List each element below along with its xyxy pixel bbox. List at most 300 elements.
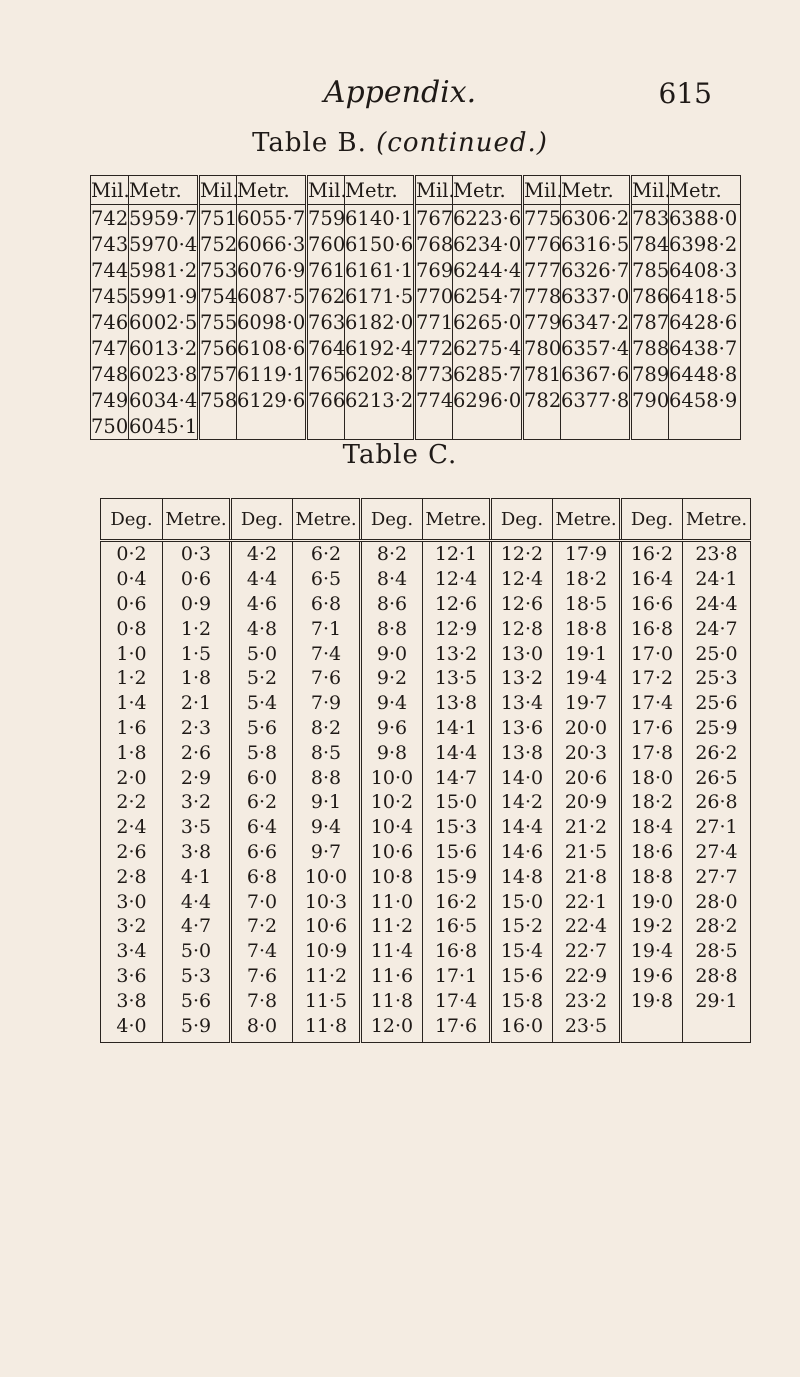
- table-c-cell: 9·1: [293, 790, 361, 815]
- table-b-cell: 750: [91, 414, 129, 438]
- table-b-cell: 779: [524, 310, 562, 334]
- table-c-cell: 27·1: [683, 815, 751, 840]
- table-c-cell: 10·0: [293, 864, 361, 889]
- table-c-cell: 6·5: [293, 567, 361, 592]
- table-c-cell: 7·4: [293, 641, 361, 666]
- table-c-cell: 20·6: [553, 765, 621, 790]
- table-c-cell: 16·6: [621, 592, 683, 617]
- table-c-row: [101, 716, 751, 741]
- table-c-cell: 11·8: [293, 1013, 361, 1042]
- table-b-cell: [453, 413, 523, 440]
- table-c-cell: 10·8: [361, 864, 423, 889]
- table-c-cell: 25·6: [683, 691, 751, 716]
- table-c-cell: 19·6: [621, 964, 683, 989]
- table-c-cell: 4·7: [163, 914, 231, 939]
- table-b-cell: 769: [416, 258, 454, 282]
- table-c-cell: 11·0: [361, 889, 423, 914]
- table-c-cell: 9·6: [361, 716, 423, 741]
- table-b-cell: 5981·2: [129, 258, 198, 282]
- table-c-cell: 8·2: [361, 541, 423, 567]
- table-b-column-header: Metr.: [129, 176, 199, 205]
- table-c-cell: 6·2: [293, 541, 361, 567]
- table-c-cell: 13·8: [491, 740, 553, 765]
- table-b-cell: 6285·7: [453, 362, 522, 386]
- table-c-cell: 11·5: [293, 988, 361, 1013]
- table-c-cell: 17·1: [423, 964, 491, 989]
- table-c-cell: 6·4: [231, 815, 293, 840]
- table-c-cell: 11·6: [361, 964, 423, 989]
- table-c-cell: 15·2: [491, 914, 553, 939]
- table-c-cell: 19·1: [553, 641, 621, 666]
- table-c-cell: 4·0: [101, 1013, 163, 1042]
- table-c-cell: 3·8: [163, 840, 231, 865]
- table-c-cell: 12·4: [491, 567, 553, 592]
- table-b-cell: 766: [308, 388, 346, 412]
- table-c-cell: 24·7: [683, 616, 751, 641]
- table-c-cell: 18·5: [553, 592, 621, 617]
- table-c-cell: 8·4: [361, 567, 423, 592]
- table-c-cell: 26·8: [683, 790, 751, 815]
- table-c-cell: 14·4: [423, 740, 491, 765]
- table-c-cell: 16·2: [423, 889, 491, 914]
- table-b-column-header: Metr.: [345, 176, 415, 205]
- table-b-cell: 789: [632, 362, 670, 386]
- table-c-cell: 3·8: [101, 988, 163, 1013]
- table-c-cell: 0·6: [101, 592, 163, 617]
- table-b-cell: 6087·5: [237, 284, 306, 308]
- table-b-cell: 6428·6: [669, 309, 741, 335]
- table-c-cell: 12·9: [423, 616, 491, 641]
- table-c-cell: 15·4: [491, 939, 553, 964]
- table-c-cell: 17·0: [621, 641, 683, 666]
- table-c-cell: 16·8: [621, 616, 683, 641]
- table-c-cell: 3·2: [101, 914, 163, 939]
- table-c-cell: 22·7: [553, 939, 621, 964]
- table-c-cell: 1·2: [101, 666, 163, 691]
- table-c-cell: 14·4: [491, 815, 553, 840]
- table-c-cell: 5·2: [231, 666, 293, 691]
- table-c-cell: 3·0: [101, 889, 163, 914]
- table-c-cell: 25·0: [683, 641, 751, 666]
- table-b-cell: 6119·1: [237, 362, 306, 386]
- table-b-cell: 776: [524, 232, 562, 256]
- table-b-cell: 748: [91, 362, 129, 386]
- table-c-cell: 0·6: [163, 567, 231, 592]
- table-c-row: [101, 1013, 751, 1042]
- table-c-header-row: [101, 499, 751, 541]
- table-b-cell: 6045·1: [129, 414, 198, 438]
- table-c-cell: 13·2: [423, 641, 491, 666]
- table-c-cell: 2·6: [163, 740, 231, 765]
- table-c-cell: 18·8: [621, 864, 683, 889]
- table-b-cell: 787: [632, 310, 670, 334]
- table-b-cell: 5970·4: [129, 232, 198, 256]
- table-b-cell: 785: [632, 258, 670, 282]
- table-c-cell: 5·0: [231, 641, 293, 666]
- page-number: 615: [658, 77, 712, 110]
- table-c-caption: [0, 440, 800, 470]
- table-c-cell: 3·2: [163, 790, 231, 815]
- table-c-row: [101, 616, 751, 641]
- table-b-cell: 790: [632, 388, 670, 412]
- table-c-cell: 10·0: [361, 765, 423, 790]
- table-c-cell: 6·8: [231, 864, 293, 889]
- table-b-cell: 6377·8: [561, 388, 630, 412]
- table-c-cell: 15·6: [423, 840, 491, 865]
- table-c-cell: 24·4: [683, 592, 751, 617]
- table-c-cell: 10·6: [293, 914, 361, 939]
- table-c-cell: 14·8: [491, 864, 553, 889]
- running-title: Appendix.: [323, 75, 477, 110]
- table-c-cell: 2·9: [163, 765, 231, 790]
- table-c-cell: 25·9: [683, 716, 751, 741]
- table-c-cell: 9·2: [361, 666, 423, 691]
- table-b-row: [91, 257, 741, 283]
- table-b-cell: [345, 413, 415, 440]
- table-c-cell: 7·9: [293, 691, 361, 716]
- table-c-cell: [683, 1013, 751, 1042]
- table-b-cell: 745: [91, 284, 129, 308]
- table-c-row: [101, 840, 751, 865]
- table-c-cell: 2·2: [101, 790, 163, 815]
- table-c-cell: 20·0: [553, 716, 621, 741]
- table-b-cell: 6388·0: [669, 205, 741, 232]
- table-c-cell: 18·2: [553, 567, 621, 592]
- table-c-cell: 13·5: [423, 666, 491, 691]
- table-b-cell: 753: [200, 258, 238, 282]
- table-b-cell: 6213·2: [345, 388, 414, 412]
- table-c-cell: 9·4: [293, 815, 361, 840]
- table-c-cell: 1·0: [101, 641, 163, 666]
- table-c-cell: 8·0: [231, 1013, 293, 1042]
- table-b-column-header: Mil.: [199, 176, 237, 205]
- table-b-cell: [523, 413, 561, 440]
- table-c-cell: 15·9: [423, 864, 491, 889]
- table-c-cell: 4·8: [231, 616, 293, 641]
- table-c-cell: 5·0: [163, 939, 231, 964]
- table-c-cell: 6·2: [231, 790, 293, 815]
- table-b-cell: 767: [416, 206, 454, 230]
- table-c-cell: 7·0: [231, 889, 293, 914]
- table-b-cell: 6182·0: [345, 310, 414, 334]
- table-c-cell: 16·0: [491, 1013, 553, 1042]
- table-c-cell: 18·4: [621, 815, 683, 840]
- table-b-cell: 6244·4: [453, 258, 522, 282]
- table-b-cell: [415, 413, 453, 440]
- table-b-column-header: Metr.: [453, 176, 523, 205]
- table-c-cell: 25·3: [683, 666, 751, 691]
- table-c-cell: 8·2: [293, 716, 361, 741]
- table-c-cell: 22·4: [553, 914, 621, 939]
- table-b-row: [91, 309, 741, 335]
- table-c-row: [101, 740, 751, 765]
- table-c-cell: 15·3: [423, 815, 491, 840]
- table-c-cell: 6·8: [293, 592, 361, 617]
- table-c-column-header: Deg.: [361, 499, 423, 541]
- table-b-row: [91, 335, 741, 361]
- table-b-cell: 6275·4: [453, 336, 522, 360]
- table-c-cell: 19·4: [621, 939, 683, 964]
- table-c-cell: 2·3: [163, 716, 231, 741]
- table-b-cell: 6347·2: [561, 310, 630, 334]
- table-c-cell: 12·4: [423, 567, 491, 592]
- table-b-column-header: Mil.: [91, 176, 129, 205]
- table-c-cell: 8·8: [293, 765, 361, 790]
- table-c-cell: 7·6: [293, 666, 361, 691]
- table-c-cell: 12·1: [423, 541, 491, 567]
- table-c-cell: 2·8: [101, 864, 163, 889]
- table-c-cell: 19·2: [621, 914, 683, 939]
- table-b-cell: [307, 413, 345, 440]
- table-b-cell: 6337·0: [561, 284, 630, 308]
- table-c-cell: 0·8: [101, 616, 163, 641]
- table-c-cell: 13·6: [491, 716, 553, 741]
- table-b-cell: 780: [524, 336, 562, 360]
- table-b-cell: 6055·7: [237, 206, 306, 230]
- table-b-cell: 6408·3: [669, 257, 741, 283]
- table-c-cell: 14·1: [423, 716, 491, 741]
- table-b-cell: 6034·4: [129, 388, 198, 412]
- table-b-cell: 758: [200, 388, 238, 412]
- table-b-cell: 775: [524, 206, 562, 230]
- table-b-column-header: Mil.: [523, 176, 561, 205]
- table-c-cell: 3·6: [101, 964, 163, 989]
- table-b-cell: 760: [308, 232, 346, 256]
- table-b-cell: 752: [200, 232, 238, 256]
- table-c-cell: 17·4: [423, 988, 491, 1013]
- table-c-cell: 3·5: [163, 815, 231, 840]
- table-c-cell: 4·6: [231, 592, 293, 617]
- table-c-row: [101, 790, 751, 815]
- table-c-cell: 19·7: [553, 691, 621, 716]
- table-c-cell: 1·8: [163, 666, 231, 691]
- table-b-cell: 6458·9: [669, 387, 741, 413]
- table-c-cell: 26·2: [683, 740, 751, 765]
- table-b-cell: 6161·1: [345, 258, 414, 282]
- table-c-cell: 9·7: [293, 840, 361, 865]
- table-c-cell: 23·5: [553, 1013, 621, 1042]
- table-b-cell: 778: [524, 284, 562, 308]
- table-c-cell: 12·8: [491, 616, 553, 641]
- table-c-cell: 4·1: [163, 864, 231, 889]
- table-c-cell: 28·0: [683, 889, 751, 914]
- table-c-cell: 9·8: [361, 740, 423, 765]
- table-c-cell: 7·8: [231, 988, 293, 1013]
- table-c-row: [101, 641, 751, 666]
- table-b-cell: 6098·0: [237, 310, 306, 334]
- table-c-cell: 11·2: [293, 964, 361, 989]
- table-c-cell: 18·6: [621, 840, 683, 865]
- table-c-cell: 15·0: [491, 889, 553, 914]
- table-c-cell: 4·4: [163, 889, 231, 914]
- table-c-cell: 13·0: [491, 641, 553, 666]
- table-b-column-header: Mil.: [631, 176, 669, 205]
- table-c-cell: 0·9: [163, 592, 231, 617]
- table-b-cell: 751: [200, 206, 238, 230]
- table-c-column-header: Metre.: [293, 499, 361, 541]
- table-c-cell: 14·2: [491, 790, 553, 815]
- table-c-cell: 19·0: [621, 889, 683, 914]
- table-c-cell: 23·8: [683, 541, 751, 567]
- table-b-cell: 6448·8: [669, 361, 741, 387]
- table-c-row: [101, 889, 751, 914]
- table-b-cell: [199, 413, 237, 440]
- table-b-cell: 777: [524, 258, 562, 282]
- table-c-cell: 0·3: [163, 541, 231, 567]
- table-c-cell: 28·8: [683, 964, 751, 989]
- table-c-cell: 5·6: [231, 716, 293, 741]
- table-b-cell: 742: [91, 206, 129, 230]
- table-b-cell: [237, 413, 307, 440]
- table-b-cell: 5959·7: [129, 206, 198, 230]
- page-header: [0, 75, 800, 115]
- table-c-cell: 9·0: [361, 641, 423, 666]
- table-b-cell: 761: [308, 258, 346, 282]
- table-b-column-header: Mil.: [307, 176, 345, 205]
- table-c-cell: 17·6: [423, 1013, 491, 1042]
- table-b-column-header: Metr.: [561, 176, 631, 205]
- table-b-caption-suffix: (continued.): [376, 128, 548, 158]
- table-c-cell: 3·4: [101, 939, 163, 964]
- table-c-cell: 22·1: [553, 889, 621, 914]
- table-b-body: [91, 205, 741, 440]
- table-b-cell: 756: [200, 336, 238, 360]
- table-b-row: [91, 283, 741, 309]
- table-c-cell: 28·5: [683, 939, 751, 964]
- table-b-cell: 772: [416, 336, 454, 360]
- table-c-cell: 0·2: [101, 541, 163, 567]
- table-b-cell: 765: [308, 362, 346, 386]
- table-c-cell: 13·8: [423, 691, 491, 716]
- table-b-column-header: Mil.: [415, 176, 453, 205]
- table-b-cell: 746: [91, 310, 129, 334]
- table-b-cell: 749: [91, 388, 129, 412]
- table-c-column-header: Deg.: [231, 499, 293, 541]
- table-c-cell: 20·3: [553, 740, 621, 765]
- table-b-cell: 5991·9: [129, 284, 198, 308]
- table-b-cell: 6306·2: [561, 206, 630, 230]
- table-b-cell: 757: [200, 362, 238, 386]
- table-b-caption-text: Table B.: [252, 128, 367, 158]
- table-c-cell: 8·5: [293, 740, 361, 765]
- table-c-cell: 2·0: [101, 765, 163, 790]
- table-c-cell: 10·2: [361, 790, 423, 815]
- table-c-cell: 29·1: [683, 988, 751, 1013]
- table-c-cell: 15·6: [491, 964, 553, 989]
- table-c-cell: 12·6: [491, 592, 553, 617]
- table-c-column-header: Metre.: [553, 499, 621, 541]
- table-c-cell: 17·9: [553, 541, 621, 567]
- table-c-cell: 17·6: [621, 716, 683, 741]
- table-c-cell: [621, 1013, 683, 1042]
- table-c-cell: 4·2: [231, 541, 293, 567]
- table-b-cell: 747: [91, 336, 129, 360]
- table-b-cell: [561, 413, 631, 440]
- table-b-cell: 6438·7: [669, 335, 741, 361]
- table-b-cell: 6254·7: [453, 284, 522, 308]
- table-c-row: [101, 864, 751, 889]
- table-c-cell: 15·8: [491, 988, 553, 1013]
- table-b-cell: 6202·8: [345, 362, 414, 386]
- table-b-cell: 6192·4: [345, 336, 414, 360]
- table-c-cell: 10·6: [361, 840, 423, 865]
- table-c-cell: 7·2: [231, 914, 293, 939]
- table-c-row: [101, 765, 751, 790]
- table-b-cell: 6357·4: [561, 336, 630, 360]
- table-b-cell: 773: [416, 362, 454, 386]
- table-b-cell: 6316·5: [561, 232, 630, 256]
- table-c-row: [101, 964, 751, 989]
- table-b-cell: 6398·2: [669, 231, 741, 257]
- table-c-row: [101, 914, 751, 939]
- table-b-cell: 6129·6: [237, 388, 306, 412]
- table-c-cell: 23·2: [553, 988, 621, 1013]
- table-c-cell: 12·6: [423, 592, 491, 617]
- table-c-cell: 14·7: [423, 765, 491, 790]
- table-c-cell: 7·4: [231, 939, 293, 964]
- table-c-cell: 1·5: [163, 641, 231, 666]
- table-b-cell: 6265·0: [453, 310, 522, 334]
- table-b-cell: 774: [416, 388, 454, 412]
- table-c-row: [101, 567, 751, 592]
- table-b-cell: 6076·9: [237, 258, 306, 282]
- table-b-cell: 743: [91, 232, 129, 256]
- table-c-cell: 10·3: [293, 889, 361, 914]
- table-c-row: [101, 939, 751, 964]
- table-c-row: [101, 815, 751, 840]
- table-c-cell: 10·9: [293, 939, 361, 964]
- table-c-cell: 14·0: [491, 765, 553, 790]
- table-c-row: [101, 541, 751, 567]
- table-c-cell: 1·2: [163, 616, 231, 641]
- table-b-cell: 754: [200, 284, 238, 308]
- table-c-cell: 27·7: [683, 864, 751, 889]
- table-c-cell: 17·8: [621, 740, 683, 765]
- table-b-column-header: Metr.: [237, 176, 307, 205]
- table-c-cell: 8·8: [361, 616, 423, 641]
- table-c-row: [101, 988, 751, 1013]
- table-b-cell: 6108·6: [237, 336, 306, 360]
- table-b-cell: 771: [416, 310, 454, 334]
- table-b-row: [91, 361, 741, 387]
- table-b-cell: 783: [632, 206, 670, 230]
- table-c-row: [101, 666, 751, 691]
- table-b-cell: 6418·5: [669, 283, 741, 309]
- table-c-cell: 15·0: [423, 790, 491, 815]
- table-c-cell: 21·2: [553, 815, 621, 840]
- table-c-cell: 13·2: [491, 666, 553, 691]
- table-c: [100, 498, 751, 1043]
- table-c-cell: 8·6: [361, 592, 423, 617]
- table-b-cell: 744: [91, 258, 129, 282]
- table-c-cell: 5·6: [163, 988, 231, 1013]
- table-c-cell: 11·4: [361, 939, 423, 964]
- table-b-cell: 6223·6: [453, 206, 522, 230]
- table-b-cell: 6023·8: [129, 362, 198, 386]
- table-b-column-header: Metr.: [669, 176, 741, 205]
- table-c-cell: 16·8: [423, 939, 491, 964]
- table-b-cell: 764: [308, 336, 346, 360]
- table-b-row: [91, 413, 741, 440]
- table-b-cell: 6013·2: [129, 336, 198, 360]
- table-c-body: [101, 541, 751, 1043]
- table-c-cell: 19·4: [553, 666, 621, 691]
- table-b-cell: 6367·6: [561, 362, 630, 386]
- table-c-cell: 12·0: [361, 1013, 423, 1042]
- table-c-row: [101, 592, 751, 617]
- table-b-cell: 768: [416, 232, 454, 256]
- table-c-cell: 20·9: [553, 790, 621, 815]
